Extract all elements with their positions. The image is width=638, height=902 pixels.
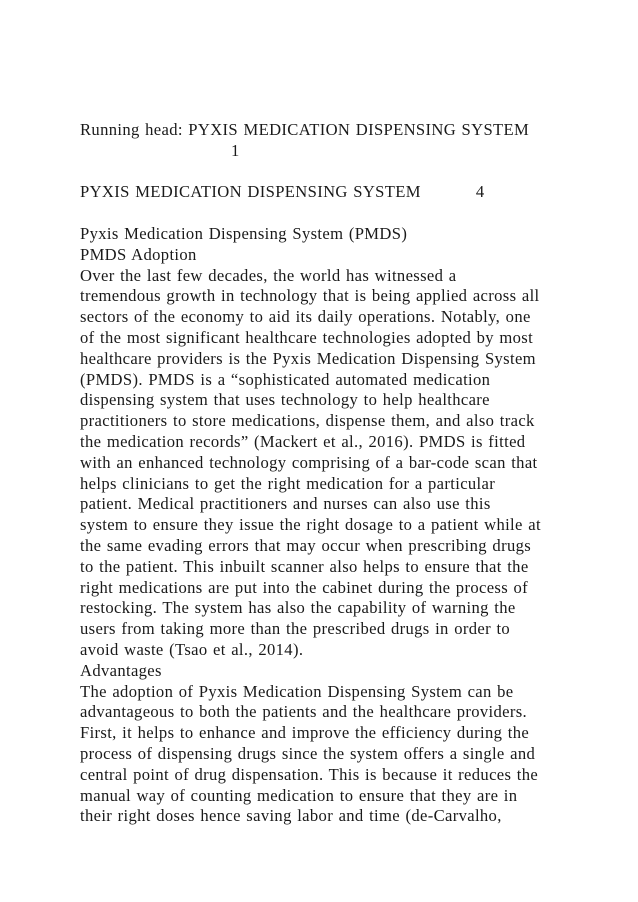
paragraph-line: with an enhanced technology comprising of a bar-code scan that [80, 452, 538, 472]
paragraph-line: Over the last few decades, the world has witnessed a [80, 265, 457, 285]
running-head: Running head: PYXIS MEDICATION DISPENSING SYSTEM [80, 120, 530, 139]
paragraph-line: sectors of the economy to aid its daily operations. Notably, one [80, 307, 531, 327]
paragraph-line: system to ensure they issue the right dosage to a patient while at [80, 515, 541, 535]
paragraph-line: dispensing system that uses technology to help healthcare [80, 390, 490, 410]
section-heading-pmds-adoption: PMDS Adoption [80, 244, 197, 264]
page-header-number: 4 [475, 182, 485, 202]
paragraph-line: (PMDS). PMDS is a “sophisticated automated medication [80, 369, 491, 389]
paragraph-line: their right doses hence saving labor and time (de-Carvalho, [80, 806, 502, 826]
paragraph-line: the medication records” (Mackert et al., 2016). PMDS is fitted [80, 431, 526, 451]
paragraph-line: First, it helps to enhance and improve the efficiency during the [80, 723, 530, 743]
paragraph-line: to the patient. This inbuilt scanner also helps to ensure that the [80, 556, 529, 576]
paragraph-line: right medications are put into the cabinet during the process of [80, 577, 529, 597]
paragraph-line: The adoption of Pyxis Medication Dispensing System can be [80, 681, 514, 701]
paragraph-line: advantageous to both the patients and the healthcare providers. [80, 702, 528, 722]
first-page-number: 1 [231, 140, 240, 160]
paragraph-line: helps clinicians to get the right medication for a particular [80, 473, 496, 493]
paragraph-line: the same evading errors that may occur when prescribing drugs [80, 535, 532, 555]
paragraph-line: manual way of counting medication to ensure that they are in [80, 785, 518, 805]
section-heading-advantages: Advantages [80, 660, 162, 680]
page-header-title: PYXIS MEDICATION DISPENSING SYSTEM [80, 182, 421, 202]
paragraph-line: restocking. The system has also the capability of warning the [80, 598, 516, 618]
paragraph-line: users from taking more than the prescribed drugs in order to [80, 619, 511, 639]
paragraph-line: central point of drug dispensation. This is because it reduces the [80, 764, 539, 784]
document-title: Pyxis Medication Dispensing System (PMDS) [80, 223, 408, 243]
blank-line [80, 162, 620, 183]
blank-line [80, 203, 620, 224]
paragraph-line: avoid waste (Tsao et al., 2014). [80, 639, 304, 659]
document-body [80, 120, 620, 827]
paragraph-line: of the most significant healthcare technologies adopted by most [80, 327, 534, 347]
page-header [80, 182, 620, 203]
paragraph-line: tremendous growth in technology that is being applied across all [80, 286, 540, 306]
paragraph-line: process of dispensing drugs since the system offers a single and [80, 743, 536, 763]
paragraph-line: healthcare providers is the Pyxis Medication Dispensing System [80, 348, 536, 368]
paragraph-line: practitioners to store medications, dispense them, and also track [80, 411, 535, 431]
paragraph-line: patient. Medical practitioners and nurses can also use this [80, 494, 491, 514]
